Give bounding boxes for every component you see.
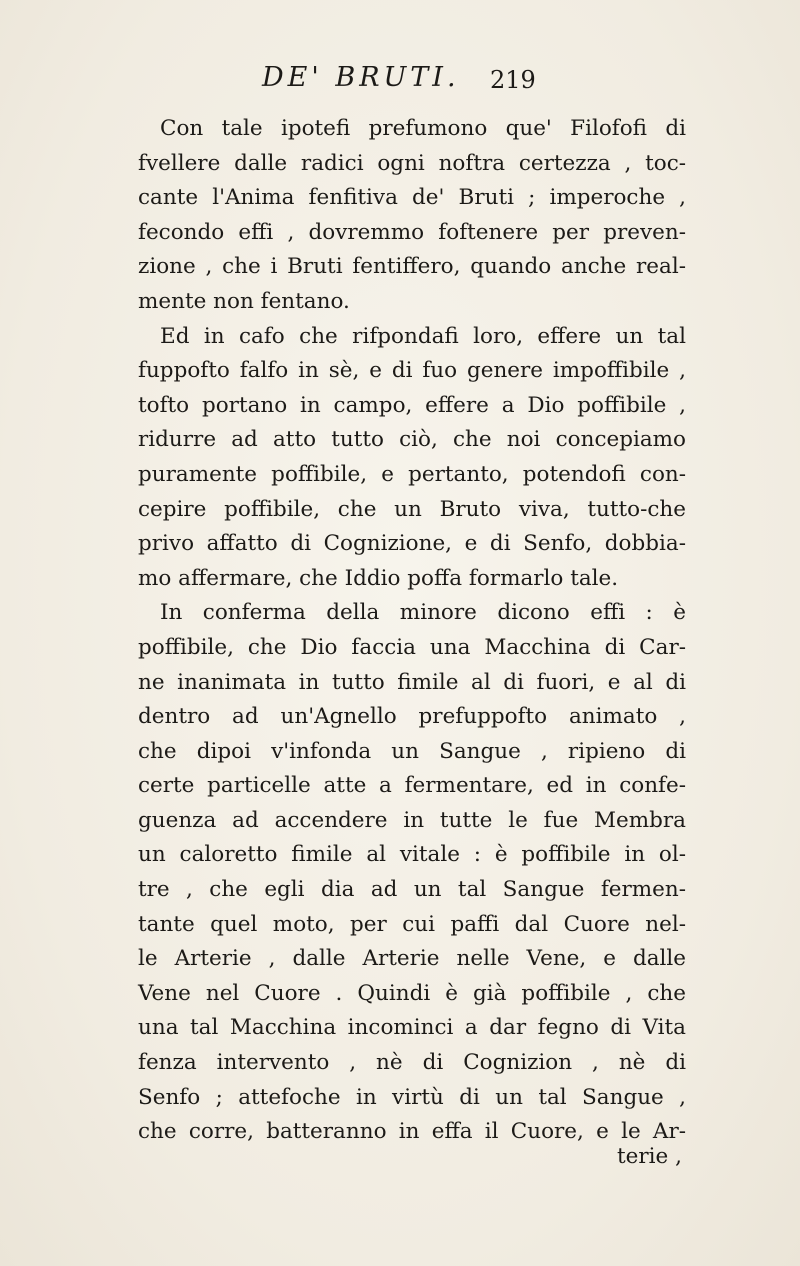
- text-line: guenza ad accendere in tutte le fue Membra: [138, 807, 686, 833]
- text-line: tre , che egli dia ad un tal Sangue fermen-: [138, 877, 686, 903]
- text-line: fecondo effi , dovremmo foftenere per preven-: [138, 219, 686, 245]
- text-line: cepire poffibile, che un Bruto viva, tutto-che: [138, 496, 686, 522]
- text-line: le Arterie , dalle Arterie nelle Vene, e dalle: [138, 946, 686, 972]
- text-line: puramente poffibile, e pertanto, potendofi con-: [138, 461, 686, 487]
- text-line: dentro ad un'Agnello prefuppofto animato ,: [138, 704, 686, 730]
- text-line: poffibile, che Dio faccia una Macchina di Car-: [138, 634, 686, 660]
- text-line: che dipoi v'infonda un Sangue , ripieno di: [138, 738, 686, 764]
- text-line: ridurre ad atto tutto ciò, che noi concepiamo: [138, 427, 686, 453]
- text-line: Vene nel Cuore . Quindi è già poffibile , che: [138, 980, 686, 1006]
- text-line: In conferma della minore dicono effi : è: [160, 600, 686, 626]
- text-line: zione , che i Bruti fentiffero, quando anche real-: [138, 254, 686, 280]
- text-line: Con tale ipotefi prefumono que' Filofofi di: [160, 116, 686, 141]
- page-number: 219: [490, 66, 536, 94]
- text-line: tofto portano in campo, effere a Dio poffibile ,: [138, 392, 686, 418]
- text-line: fvellere dalle radici ogni noftra certezza , toc-: [138, 150, 686, 176]
- text-line: cante l'Anima fenfitiva de' Bruti ; imperoche ,: [138, 185, 686, 211]
- text-line: fuppofto falfo in sè, e di fuo genere impoffibile ,: [138, 358, 686, 384]
- text-line: mo affermare, che Iddio poffa formarlo tale.: [138, 565, 619, 591]
- text-line: Ed in cafo che rifpondafi loro, effere un tal: [160, 323, 686, 349]
- body-text: [138, 112, 686, 1150]
- running-head: DE' BRUTI.: [262, 62, 460, 93]
- text-line: una tal Macchina incominci a dar fegno di Vita: [138, 1015, 686, 1041]
- text-line: mente non fentano.: [138, 288, 350, 314]
- page-header: [0, 62, 800, 102]
- catchword: terie ,: [617, 1144, 682, 1169]
- text-line: privo affatto di Cognizione, e di Senfo, dobbia-: [138, 531, 686, 557]
- text-line: che corre, batteranno in effa il Cuore, e le Ar-: [138, 1119, 686, 1145]
- text-line: un caloretto fimile al vitale : è poffibile in ol-: [138, 842, 686, 868]
- text-line: certe particelle atte a fermentare, ed in confe-: [138, 773, 686, 799]
- text-line: ne inanimata in tutto fimile al di fuori, e al di: [138, 669, 686, 695]
- text-line: tante quel moto, per cui paffi dal Cuore nel-: [138, 911, 686, 937]
- text-line: fenza intervento , nè di Cognizion , nè di: [138, 1050, 686, 1076]
- text-line: Senfo ; attefoche in virtù di un tal Sangue ,: [138, 1084, 686, 1110]
